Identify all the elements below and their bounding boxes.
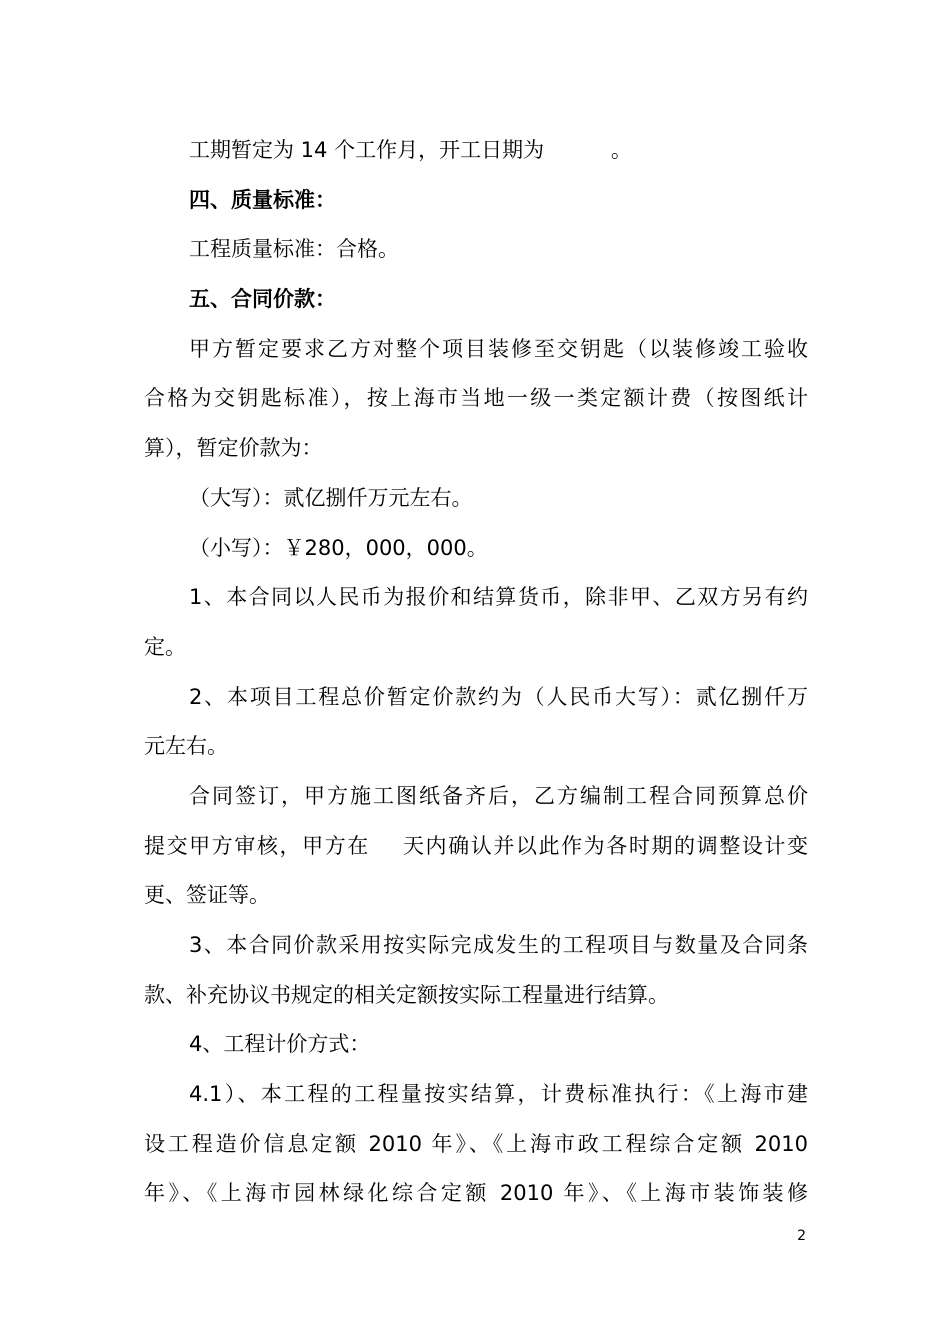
paragraph-line: 工程质量标准：合格。 — [189, 237, 399, 262]
paragraph-line: 款、补充协议书规定的相关定额按实际工程量进行结算。 — [144, 982, 669, 1007]
paragraph-line: 合同签订，甲方施工图纸备齐后，乙方编制工程合同预算总价 — [189, 783, 808, 808]
paragraph-line: 1、本合同以人民币为报价和结算货币，除非甲、乙双方另有约 — [189, 585, 808, 610]
paragraph-line: 2、本项目工程总价暂定价款约为（人民币大写）：贰亿捌仟万 — [189, 684, 808, 709]
paragraph-line: 年》、《上海市园林绿化综合定额 2010 年》、《上海市装饰装修 — [144, 1181, 808, 1206]
paragraph-line: 提交甲方审核，甲方在 天内确认并以此作为各时期的调整设计变 — [144, 833, 808, 858]
amount-in-words: （大写）：贰亿捌仟万元左右。 — [189, 485, 473, 510]
paragraph-line: 算），暂定价款为： — [144, 436, 323, 461]
paragraph-line: 元左右。 — [144, 734, 228, 759]
section-heading-quality: 四、质量标准： — [189, 187, 336, 212]
paragraph-line: 甲方暂定要求乙方对整个项目装修至交钥匙（以装修竣工验收 — [189, 336, 808, 361]
paragraph-line: 更、签证等。 — [144, 883, 270, 908]
paragraph-line: 4.1）、本工程的工程量按实结算，计费标准执行：《上海市建 — [189, 1082, 808, 1107]
paragraph-line: 3、本合同价款采用按实际完成发生的工程项目与数量及合同条 — [189, 933, 808, 957]
paragraph-line: 4、工程计价方式： — [189, 1032, 371, 1057]
paragraph-line: 工期暂定为 14 个工作月，开工日期为 。 — [189, 138, 632, 162]
amount-in-figures: （小写）：￥280，000，000。 — [189, 535, 488, 560]
section-heading-price: 五、合同价款： — [189, 287, 336, 312]
document-body — [144, 126, 808, 1219]
paragraph-line: 合格为交钥匙标准），按上海市当地一级一类定额计费（按图纸计 — [144, 386, 808, 411]
paragraph-line: 设工程造价信息定额 2010 年》、《上海市政工程综合定额 2010 — [144, 1131, 808, 1156]
page-number: 2 — [797, 1228, 806, 1244]
paragraph-line: 定。 — [144, 634, 186, 659]
